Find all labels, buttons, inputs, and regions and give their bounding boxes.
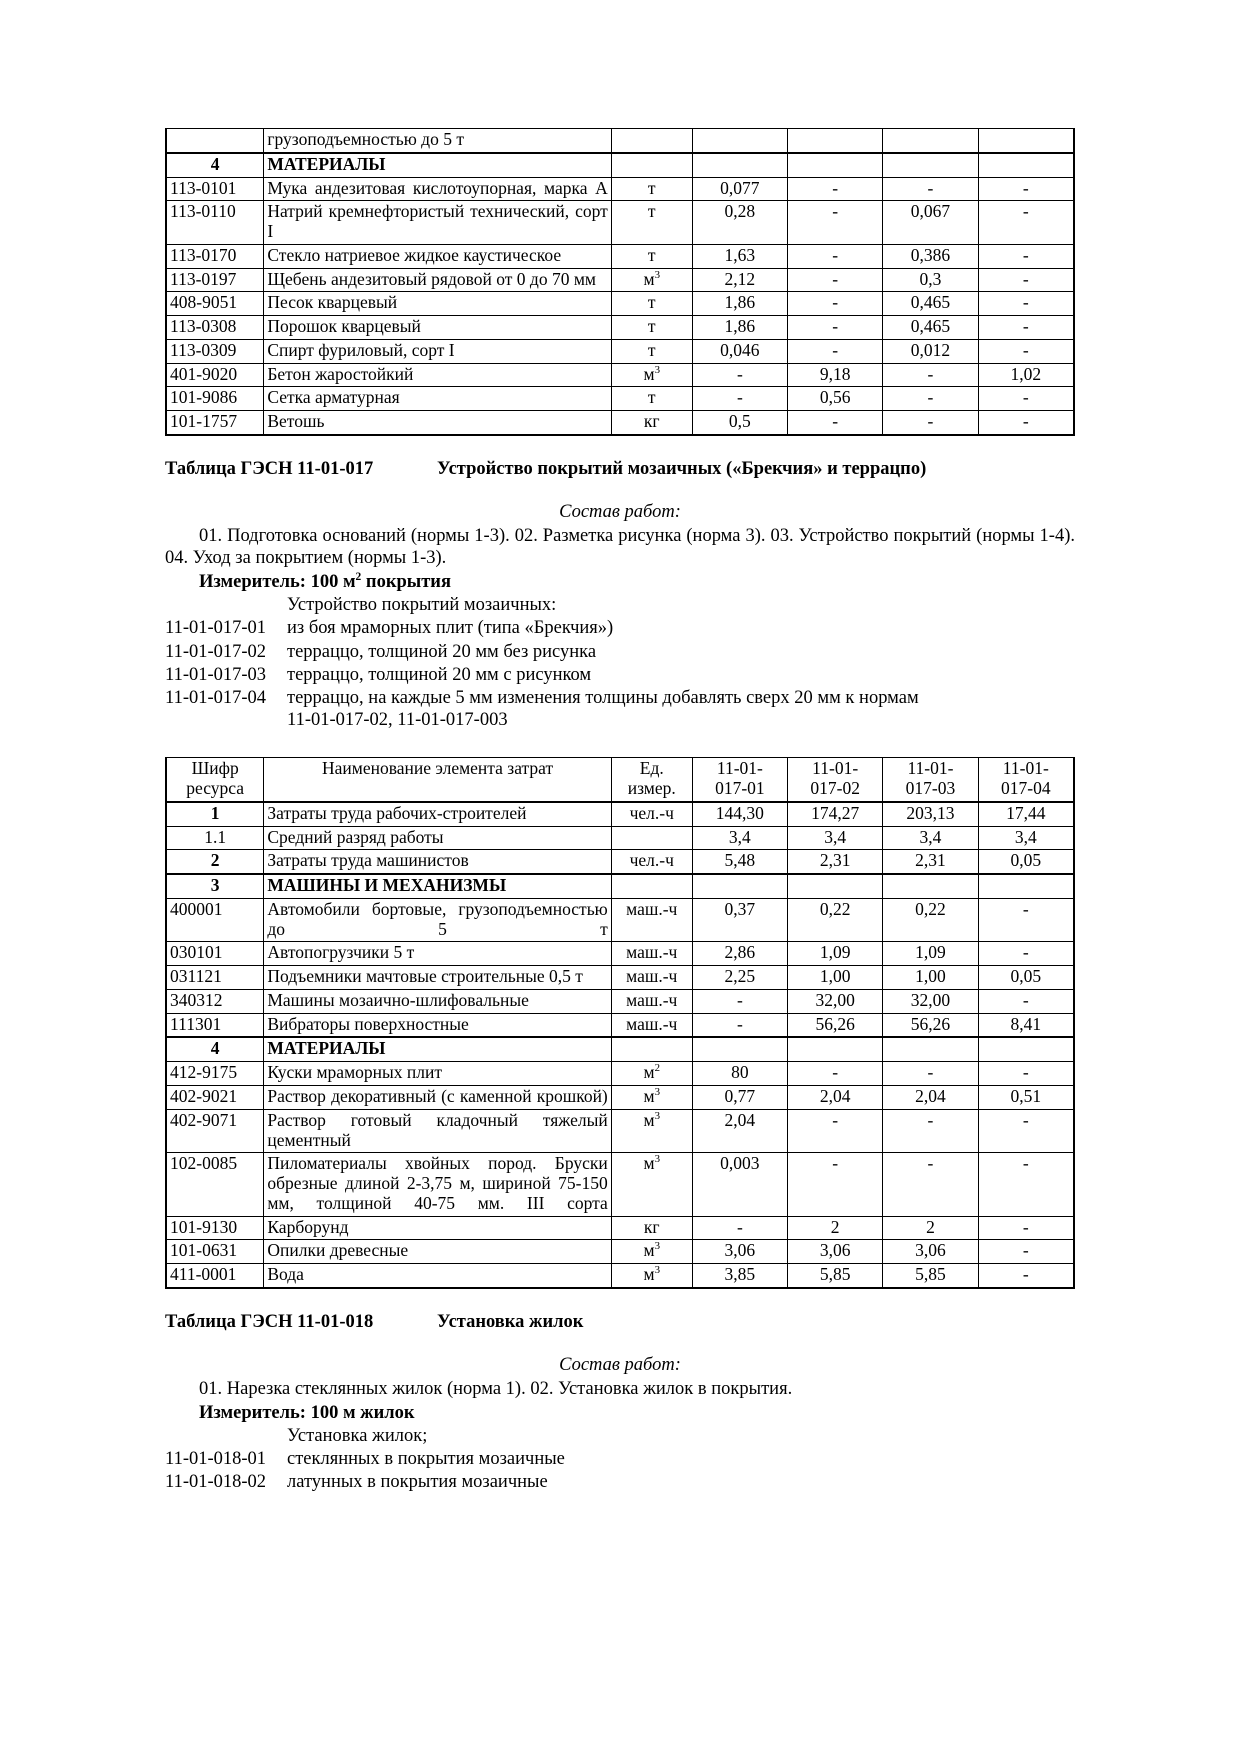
table-title-code: Таблица ГЭСН 11-01-017 xyxy=(165,458,374,479)
cell-value-col1 xyxy=(692,1037,787,1061)
cell-value-col1: - xyxy=(692,1013,787,1037)
cell-unit: маш.-ч xyxy=(611,942,692,966)
cell-value-col1: 80 xyxy=(692,1062,787,1086)
cell-value-col2: 2,04 xyxy=(788,1085,883,1109)
cell-value-col2: 174,27 xyxy=(788,802,883,826)
cell-value-col4: 17,44 xyxy=(978,802,1074,826)
cell-value-col3: - xyxy=(883,411,978,435)
cell-unit: т xyxy=(611,177,692,201)
table-row xyxy=(166,1062,1074,1086)
izmeritel-suffix: покрытия xyxy=(361,572,451,593)
cell-resource-name: Мука андезитовая кислотоупорная, марка А xyxy=(264,177,611,201)
cell-resource-name: Пиломатериалы хвойных пород. Бруски обрезные длиной 2-3,75 м, шириной 75-150 мм, толщиной 40-75 мм. III сорта xyxy=(264,1153,611,1216)
cell-value-col4: - xyxy=(978,1216,1074,1240)
cell-value-col3: 1,09 xyxy=(883,942,978,966)
cell-value-col4: - xyxy=(978,201,1074,245)
table-row xyxy=(166,874,1074,898)
table-row xyxy=(166,177,1074,201)
cell-unit: $м^3$ xyxy=(611,1264,692,1288)
cell-resource-code: 030101 xyxy=(166,942,264,966)
cell-value-col4: - xyxy=(978,1240,1074,1264)
cell-resource-name: Карборунд xyxy=(264,1216,611,1240)
header-element-name: Наименование элемента затрат xyxy=(264,758,611,802)
izmeritel-superscript: 2 xyxy=(355,571,362,584)
cell-resource-name: Машины мозаично-шлифовальные xyxy=(264,989,611,1013)
cell-unit: т xyxy=(611,244,692,268)
header-norm-col2: 11-01- 017-02 xyxy=(788,758,883,802)
cell-unit: т xyxy=(611,292,692,316)
cell-resource-code: 113-0170 xyxy=(166,244,264,268)
table-row xyxy=(166,363,1074,387)
cell-resource-code: 1 xyxy=(166,802,264,826)
cell-resource-name: Спирт фуриловый, сорт I xyxy=(264,339,611,363)
cell-value-col2: - xyxy=(788,1109,883,1153)
cell-value-col4: - xyxy=(978,1109,1074,1153)
cell-resource-name: Щебень андезитовый рядовой от 0 до 70 мм xyxy=(264,268,611,292)
norm-list-item xyxy=(165,687,1075,709)
cell-value-col1: 144,30 xyxy=(692,802,787,826)
cell-resource-code: 411-0001 xyxy=(166,1264,264,1288)
cell-value-col4 xyxy=(978,1037,1074,1061)
cell-value-col3: 0,067 xyxy=(883,201,978,245)
cell-value-col3: 2,04 xyxy=(883,1085,978,1109)
cell-unit: $м^3$ xyxy=(611,268,692,292)
cell-value-col4: - xyxy=(978,1062,1074,1086)
cell-value-col1: 1,86 xyxy=(692,316,787,340)
table-row xyxy=(166,1240,1074,1264)
cell-resource-code: 402-9021 xyxy=(166,1085,264,1109)
cell-unit xyxy=(611,1037,692,1061)
table-row xyxy=(166,1085,1074,1109)
cell-resource-name: Затраты труда машинистов xyxy=(264,850,611,874)
cell-resource-code: 4 xyxy=(166,1037,264,1061)
cell-unit: $м^3$ xyxy=(611,1240,692,1264)
cell-value-col2: - xyxy=(788,411,883,435)
cell-resource-code: 402-9071 xyxy=(166,1109,264,1153)
cell-resource-name: Куски мраморных плит xyxy=(264,1062,611,1086)
cell-value-col4: - xyxy=(978,942,1074,966)
cell-value-col3: - xyxy=(883,387,978,411)
cell-value-col2: 3,4 xyxy=(788,826,883,850)
cell-value-col2: 9,18 xyxy=(788,363,883,387)
table-row xyxy=(166,826,1074,850)
cell-value-col1: 2,12 xyxy=(692,268,787,292)
cell-unit: т xyxy=(611,387,692,411)
cell-value-col1: 0,5 xyxy=(692,411,787,435)
sostav-rabot-text-018: 01. Нарезка стеклянных жилок (норма 1). 02. Установка жилок в покрытия. xyxy=(199,1378,793,1399)
cell-value-col3: 0,465 xyxy=(883,316,978,340)
unit-superscript: 3 xyxy=(654,1153,660,1166)
cell-resource-code: 102-0085 xyxy=(166,1153,264,1216)
izmeritel-017 xyxy=(165,572,1075,593)
cell-value-col3: 2 xyxy=(883,1216,978,1240)
cell-value-col2 xyxy=(788,874,883,898)
cell-resource-name: Сетка арматурная xyxy=(264,387,611,411)
cell-value-col2: - xyxy=(788,268,883,292)
cell-value-col4: - xyxy=(978,316,1074,340)
table-row xyxy=(166,244,1074,268)
table-title-code-018: Таблица ГЭСН 11-01-018 xyxy=(165,1311,374,1332)
norm-description: терраццо, толщиной 20 мм с рисунком xyxy=(287,664,592,685)
cell-value-col4 xyxy=(978,129,1074,153)
cell-value-col3: - xyxy=(883,1153,978,1216)
cell-resource-code: 101-1757 xyxy=(166,411,264,435)
cell-value-col4: - xyxy=(978,177,1074,201)
norm-description: стеклянных в покрытия мозаичные xyxy=(287,1449,565,1470)
unit-superscript: 3 xyxy=(654,363,660,376)
cell-value-col2: - xyxy=(788,316,883,340)
cell-value-col1: - xyxy=(692,387,787,411)
table-row xyxy=(166,316,1074,340)
cell-resource-name: Подъемники мачтовые строительные 0,5 т xyxy=(264,966,611,990)
sostav-rabot-label-017: Состав работ: xyxy=(559,501,681,522)
cell-resource-code: 408-9051 xyxy=(166,292,264,316)
cell-value-col2 xyxy=(788,129,883,153)
cell-unit xyxy=(611,874,692,898)
cell-unit: т xyxy=(611,339,692,363)
cell-value-col3: - xyxy=(883,363,978,387)
cell-unit xyxy=(611,153,692,177)
cell-value-col1: - xyxy=(692,363,787,387)
cell-resource-name: МАТЕРИАЛЫ xyxy=(264,1037,611,1061)
cell-resource-code: 113-0110 xyxy=(166,201,264,245)
cell-value-col2: 32,00 xyxy=(788,989,883,1013)
unit-superscript: 3 xyxy=(654,268,660,281)
cell-value-col1: - xyxy=(692,1216,787,1240)
cell-value-col1: 0,046 xyxy=(692,339,787,363)
cell-unit: т xyxy=(611,201,692,245)
cell-resource-code: 400001 xyxy=(166,898,264,942)
unit-superscript: 3 xyxy=(654,1109,660,1122)
cell-value-col4: 0,05 xyxy=(978,850,1074,874)
cell-value-col2 xyxy=(788,1037,883,1061)
cell-resource-code: 113-0309 xyxy=(166,339,264,363)
table-row xyxy=(166,850,1074,874)
cell-resource-code: 113-0308 xyxy=(166,316,264,340)
cell-value-col3: 2,31 xyxy=(883,850,978,874)
cell-resource-name: Средний разряд работы xyxy=(264,826,611,850)
header-unit: Ед. измер. xyxy=(611,758,692,802)
cell-value-col3: 0,465 xyxy=(883,292,978,316)
cell-value-col3 xyxy=(883,1037,978,1061)
table-row xyxy=(166,129,1074,153)
cell-resource-name: Порошок кварцевый xyxy=(264,316,611,340)
cell-value-col2: - xyxy=(788,1153,883,1216)
cell-resource-code: 113-0101 xyxy=(166,177,264,201)
table-row xyxy=(166,1264,1074,1288)
norm-code: 11-01-018-01 xyxy=(165,1449,267,1470)
cell-resource-name: Автомобили бортовые, грузоподъемностью до 5 т xyxy=(264,898,611,942)
cell-value-col3: 3,4 xyxy=(883,826,978,850)
cell-value-col4: - xyxy=(978,339,1074,363)
cell-value-col1: 1,86 xyxy=(692,292,787,316)
header-norm-col4: 11-01- 017-04 xyxy=(978,758,1074,802)
table-row xyxy=(166,411,1074,435)
table-row xyxy=(166,802,1074,826)
cell-unit: маш.-ч xyxy=(611,898,692,942)
cell-value-col4 xyxy=(978,153,1074,177)
cell-resource-name: Затраты труда рабочих-строителей xyxy=(264,802,611,826)
table-row xyxy=(166,153,1074,177)
cell-value-col4: - xyxy=(978,244,1074,268)
cell-resource-name: МАШИНЫ И МЕХАНИЗМЫ xyxy=(264,874,611,898)
table-row xyxy=(166,339,1074,363)
cell-value-col4: 0,05 xyxy=(978,966,1074,990)
norm-code: 11-01-017-01 xyxy=(165,618,267,639)
cell-value-col2: - xyxy=(788,244,883,268)
cell-value-col2: - xyxy=(788,201,883,245)
cell-resource-name: Опилки древесные xyxy=(264,1240,611,1264)
cell-value-col1: 0,77 xyxy=(692,1085,787,1109)
cell-unit: $м^3$ xyxy=(611,363,692,387)
cell-value-col3: - xyxy=(883,1109,978,1153)
cell-resource-name: Натрий кремнефтористый технический, сорт I xyxy=(264,201,611,245)
cell-resource-code: 401-9020 xyxy=(166,363,264,387)
cell-resource-code: 1.1 xyxy=(166,826,264,850)
table-title-11-01-018 xyxy=(165,1312,1075,1333)
norm-description: латунных в покрытия мозаичные xyxy=(287,1472,548,1493)
resource-table-11-01-017 xyxy=(165,757,1075,1289)
table-row xyxy=(166,268,1074,292)
header-resource-code: Шифр ресурса xyxy=(166,758,264,802)
table-row xyxy=(166,387,1074,411)
table-row xyxy=(166,966,1074,990)
cell-value-col1: 2,86 xyxy=(692,942,787,966)
cell-unit: кг xyxy=(611,1216,692,1240)
cell-value-col4: - xyxy=(978,1153,1074,1216)
cell-value-col2: - xyxy=(788,177,883,201)
table-row xyxy=(166,201,1074,245)
cell-value-col3: 0,012 xyxy=(883,339,978,363)
cell-value-col4: - xyxy=(978,411,1074,435)
cell-resource-name: Вибраторы поверхностные xyxy=(264,1013,611,1037)
cell-resource-name: Раствор декоративный (с каменной крошкой) xyxy=(264,1085,611,1109)
cell-value-col2: 0,56 xyxy=(788,387,883,411)
sostav-rabot-label-018: Состав работ: xyxy=(559,1354,681,1375)
cell-resource-code: 113-0197 xyxy=(166,268,264,292)
cell-resource-name: Песок кварцевый xyxy=(264,292,611,316)
norm-code: 11-01-018-02 xyxy=(165,1472,267,1493)
cell-resource-name: Ветошь xyxy=(264,411,611,435)
table-row xyxy=(166,1109,1074,1153)
cell-unit: $м^2$ xyxy=(611,1062,692,1086)
izmeritel-prefix: Измеритель: 100 м xyxy=(199,572,356,593)
table-row xyxy=(166,989,1074,1013)
unit-superscript: 3 xyxy=(654,1086,660,1099)
cell-value-col3: - xyxy=(883,177,978,201)
cell-value-col3: 0,22 xyxy=(883,898,978,942)
cell-value-col4: - xyxy=(978,292,1074,316)
cell-value-col4: - xyxy=(978,898,1074,942)
cell-resource-name: грузоподъемностью до 5 т xyxy=(264,129,611,153)
cell-value-col1: 1,63 xyxy=(692,244,787,268)
cell-value-col3: 203,13 xyxy=(883,802,978,826)
table-row xyxy=(166,942,1074,966)
cell-value-col2: 2,31 xyxy=(788,850,883,874)
norm-group-subheading-017: Устройство покрытий мозаичных: xyxy=(287,595,557,616)
norm-code: 11-01-017-04 xyxy=(165,687,267,708)
norm-description: из боя мраморных плит (типа «Брекчия») xyxy=(287,618,614,639)
table-title-name-018: Установка жилок xyxy=(437,1311,584,1332)
cell-resource-code: 412-9175 xyxy=(166,1062,264,1086)
norm-list-item xyxy=(165,1471,1075,1493)
table-row xyxy=(166,1216,1074,1240)
cell-value-col4: - xyxy=(978,387,1074,411)
cell-resource-name: Стекло натриевое жидкое каустическое xyxy=(264,244,611,268)
cell-value-col1: 2,25 xyxy=(692,966,787,990)
cell-value-col3: - xyxy=(883,1062,978,1086)
cell-value-col1: 5,48 xyxy=(692,850,787,874)
cell-value-col3: 1,00 xyxy=(883,966,978,990)
cell-value-col3 xyxy=(883,129,978,153)
cell-resource-code: 2 xyxy=(166,850,264,874)
table-title-name: Устройство покрытий мозаичных («Брекчия» и террацпо) xyxy=(437,458,927,479)
cell-value-col3: 5,85 xyxy=(883,1264,978,1288)
unit-superscript: 3 xyxy=(654,1264,660,1277)
cell-value-col1: 3,06 xyxy=(692,1240,787,1264)
cell-unit: маш.-ч xyxy=(611,989,692,1013)
table-row xyxy=(166,292,1074,316)
table2-body xyxy=(166,758,1074,1288)
cell-unit: $м^3$ xyxy=(611,1085,692,1109)
norm-list-item xyxy=(165,664,1075,686)
header-norm-col1: 11-01- 017-01 xyxy=(692,758,787,802)
cell-value-col2: 0,22 xyxy=(788,898,883,942)
unit-superscript: 3 xyxy=(654,1240,660,1253)
cell-resource-code xyxy=(166,129,264,153)
page-content xyxy=(165,128,1075,1493)
cell-value-col2: 1,00 xyxy=(788,966,883,990)
norm-code: 11-01-017-03 xyxy=(165,664,267,685)
unit-superscript: 2 xyxy=(654,1062,660,1075)
cell-value-col1: 0,37 xyxy=(692,898,787,942)
cell-resource-name: Вода xyxy=(264,1264,611,1288)
norm-description: терраццо, на каждые 5 мм изменения толщины добавлять сверх 20 мм к нормам xyxy=(287,687,919,708)
table-header-row xyxy=(166,758,1074,802)
cell-unit: чел.-ч xyxy=(611,802,692,826)
cell-value-col1: 2,04 xyxy=(692,1109,787,1153)
cell-value-col4: - xyxy=(978,268,1074,292)
cell-value-col1 xyxy=(692,874,787,898)
cell-resource-name: Раствор готовый кладочный тяжелый цементный xyxy=(264,1109,611,1153)
cell-value-col1: 3,85 xyxy=(692,1264,787,1288)
cell-resource-code: 340312 xyxy=(166,989,264,1013)
cell-unit: кг xyxy=(611,411,692,435)
cell-value-col2: - xyxy=(788,292,883,316)
table-row xyxy=(166,1037,1074,1061)
cell-resource-code: 3 xyxy=(166,874,264,898)
cell-unit: маш.-ч xyxy=(611,1013,692,1037)
cell-resource-code: 101-9086 xyxy=(166,387,264,411)
cell-value-col2: 56,26 xyxy=(788,1013,883,1037)
table-row xyxy=(166,898,1074,942)
cell-unit: $м^3$ xyxy=(611,1153,692,1216)
cell-unit: чел.-ч xyxy=(611,850,692,874)
table-row xyxy=(166,1153,1074,1216)
cell-value-col4: 3,4 xyxy=(978,826,1074,850)
cell-value-col1 xyxy=(692,153,787,177)
norm-list-018 xyxy=(165,1448,1075,1493)
norm-list-item xyxy=(165,641,1075,663)
norm-list-item xyxy=(165,617,1075,639)
cell-value-col3: 0,386 xyxy=(883,244,978,268)
cell-value-col2 xyxy=(788,153,883,177)
norm-group-subheading-018: Установка жилок; xyxy=(287,1426,428,1447)
cell-value-col2: - xyxy=(788,339,883,363)
norm-list-item xyxy=(165,1448,1075,1470)
table-title-11-01-017 xyxy=(165,459,1075,480)
cell-value-col3 xyxy=(883,874,978,898)
cell-resource-code: 101-0631 xyxy=(166,1240,264,1264)
cell-value-col4: - xyxy=(978,989,1074,1013)
cell-value-col2: 5,85 xyxy=(788,1264,883,1288)
cell-value-col3 xyxy=(883,153,978,177)
cell-value-col2: 3,06 xyxy=(788,1240,883,1264)
cell-value-col2: - xyxy=(788,1062,883,1086)
cell-value-col2: 1,09 xyxy=(788,942,883,966)
izmeritel-018: Измеритель: 100 м жилок xyxy=(199,1403,415,1424)
table-row xyxy=(166,1013,1074,1037)
cell-value-col1 xyxy=(692,129,787,153)
cell-value-col1: 0,003 xyxy=(692,1153,787,1216)
norm-code: 11-01-017-02 xyxy=(165,641,267,662)
cell-unit: т xyxy=(611,316,692,340)
cell-value-col3: 32,00 xyxy=(883,989,978,1013)
cell-value-col1: 0,28 xyxy=(692,201,787,245)
cell-unit: $м^3$ xyxy=(611,1109,692,1153)
cell-value-col4: 0,51 xyxy=(978,1085,1074,1109)
cell-resource-code: 031121 xyxy=(166,966,264,990)
header-norm-col3: 11-01- 017-03 xyxy=(883,758,978,802)
cell-value-col4: 1,02 xyxy=(978,363,1074,387)
resource-table-continuation xyxy=(165,128,1075,436)
cell-unit xyxy=(611,826,692,850)
cell-resource-code: 111301 xyxy=(166,1013,264,1037)
cell-value-col4 xyxy=(978,874,1074,898)
cell-value-col1: 0,077 xyxy=(692,177,787,201)
cell-resource-name: Бетон жаростойкий xyxy=(264,363,611,387)
cell-value-col2: 2 xyxy=(788,1216,883,1240)
cell-value-col1: 3,4 xyxy=(692,826,787,850)
cell-resource-name: Автопогрузчики 5 т xyxy=(264,942,611,966)
cell-unit: маш.-ч xyxy=(611,966,692,990)
table1-body xyxy=(166,129,1074,435)
norm-continuation-017: 11-01-017-02, 11-01-017-003 xyxy=(287,710,508,731)
cell-value-col4: 8,41 xyxy=(978,1013,1074,1037)
cell-value-col3: 0,3 xyxy=(883,268,978,292)
cell-value-col3: 3,06 xyxy=(883,1240,978,1264)
cell-value-col3: 56,26 xyxy=(883,1013,978,1037)
norm-list-017 xyxy=(165,617,1075,709)
cell-resource-code: 101-9130 xyxy=(166,1216,264,1240)
cell-value-col4: - xyxy=(978,1264,1074,1288)
cell-value-col1: - xyxy=(692,989,787,1013)
cell-resource-name: МАТЕРИАЛЫ xyxy=(264,153,611,177)
cell-resource-code: 4 xyxy=(166,153,264,177)
norm-description: терраццо, толщиной 20 мм без рисунка xyxy=(287,641,597,662)
cell-unit xyxy=(611,129,692,153)
sostav-rabot-text-017: 01. Подготовка оснований (нормы 1-3). 02. Разметка рисунка (норма 3). 03. Устройство покрытий (нормы 1-4). 04. Уход за покрытием (нормы 1-3). xyxy=(165,525,1075,569)
